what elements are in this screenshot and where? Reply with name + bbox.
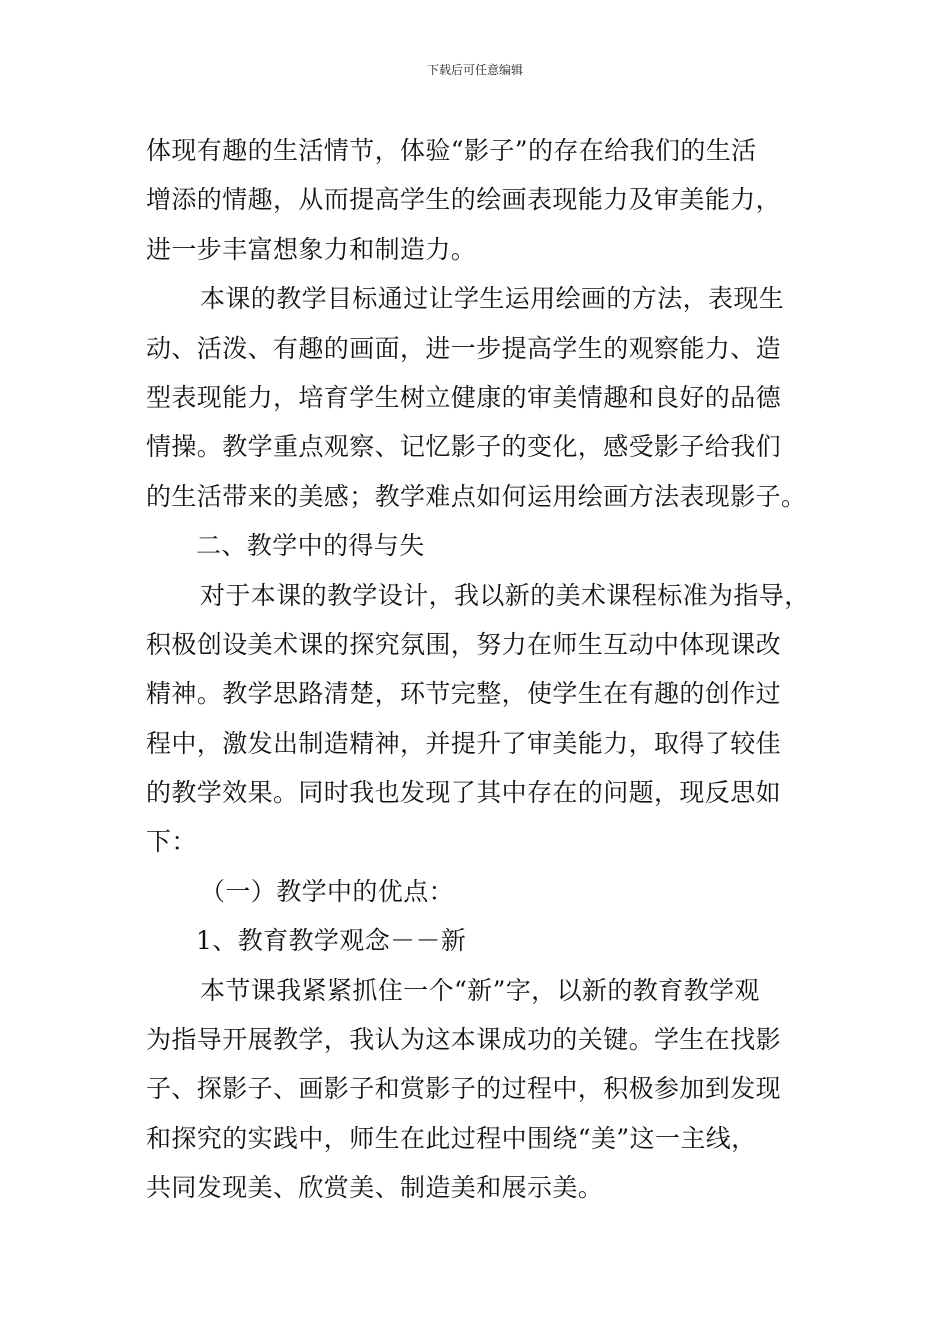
paragraph-line: 程中，激发出制造精神，并提升了审美能力，取得了较佳 bbox=[146, 728, 782, 758]
paragraph-line: 体现有趣的生活情节，体验“影子”的存在给我们的生活 bbox=[146, 136, 757, 165]
paragraph-line: 型表现能力，培育学生树立健康的审美情趣和良好的品德 bbox=[146, 382, 782, 412]
paragraph-line: 和探究的实践中，师生在此过程中围绕“美”这一主线， bbox=[146, 1123, 757, 1153]
paragraph-line: 对于本课的教学设计，我以新的美术课程标准为指导， bbox=[200, 580, 810, 610]
paragraph-line: 进一步丰富想象力和制造力。 bbox=[146, 234, 477, 264]
paragraph-line: 积极创设美术课的探究氛围，努力在师生互动中体现课改 bbox=[146, 629, 782, 659]
document-body bbox=[146, 126, 846, 1213]
paragraph-line: 为指导开展教学，我认为这本课成功的关键。学生在找影 bbox=[146, 1025, 782, 1055]
section-heading: 二、教学中的得与失 bbox=[196, 531, 425, 561]
paragraph-line: 精神。教学思路清楚，环节完整，使学生在有趣的创作过 bbox=[146, 679, 782, 709]
paragraph-line: 增添的情趣，从而提高学生的绘画表现能力及审美能力， bbox=[146, 185, 782, 215]
paragraph-line: 的生活带来的美感；教学难点如何运用绘画方法表现影子。 bbox=[146, 481, 807, 511]
paragraph-line: 动、活泼、有趣的画面，进一步提高学生的观察能力、造 bbox=[146, 333, 782, 363]
subsection-heading: （一）教学中的优点： bbox=[200, 876, 455, 906]
item-heading: 1、教育教学观念－－新 bbox=[196, 926, 467, 956]
page-header: 下载后可任意编辑 bbox=[426, 63, 523, 77]
paragraph-line: 共同发现美、欣赏美、制造美和展示美。 bbox=[146, 1173, 604, 1203]
paragraph-line: 的教学效果。同时我也发现了其中存在的问题，现反思如 bbox=[146, 778, 782, 808]
paragraph-line: 本节课我紧紧抓住一个“新”字，以新的教育教学观 bbox=[200, 975, 760, 1005]
paragraph-line: 本课的教学目标通过让学生运用绘画的方法，表现生 bbox=[200, 284, 785, 314]
paragraph-line: 情操。教学重点观察、记忆影子的变化，感受影子给我们 bbox=[146, 432, 782, 462]
paragraph-line: 子、探影子、画影子和赏影子的过程中，积极参加到发现 bbox=[146, 1074, 782, 1104]
paragraph-line: 下： bbox=[146, 827, 197, 857]
